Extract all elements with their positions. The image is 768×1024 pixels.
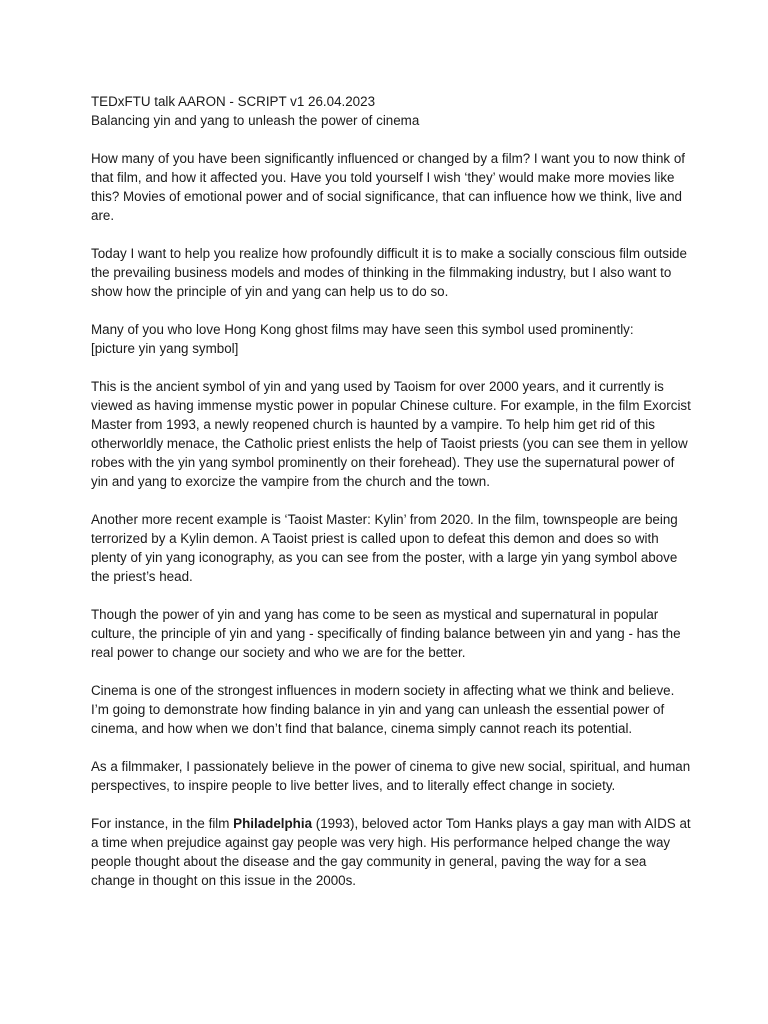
philadelphia-text-before: For instance, in the film	[91, 816, 234, 831]
document-header	[91, 92, 691, 130]
film-title-philadelphia: Philadelphia	[233, 816, 313, 831]
paragraph-intro: How many of you have been significantly influenced or changed by a film? I want you to now think of that film, and how it affected you. Have you told yourself I wish ‘they’ would make more movies like this? Movies of emotional power and of social significance, that can influence how we think, live and are.	[91, 151, 685, 223]
picture-placeholder: [picture yin yang symbol]	[91, 341, 239, 356]
document-page	[91, 92, 691, 909]
paragraph-cinema-influence: Cinema is one of the strongest influences in modern society in affecting what we think and believe. I’m going to demonstrate how finding balance in yin and yang can unleash the essential power of cinema, and how when we don’t find that balance, cinema simply cannot reach its potential.	[91, 683, 675, 736]
paragraph-taoist-master: Another more recent example is ‘Taoist Master: Kylin’ from 2020. In the film, townspeople are being terrorized by a Kylin demon. A Taoist priest is called upon to defeat this demon and does so with plenty of yin yang iconography, as you can see from the poster, with a large yin yang symbol above the priest’s head.	[91, 512, 678, 584]
paragraph-filmmaker-belief: As a filmmaker, I passionately believe in the power of cinema to give new social, spiritual, and human perspectives, to inspire people to live better lives, and to literally effect change in society.	[91, 759, 691, 793]
paragraph-today: Today I want to help you realize how profoundly difficult it is to make a socially conscious film outside the prevailing business models and modes of thinking in the filmmaking industry, but I also want to show how the principle of yin and yang can help us to do so.	[91, 246, 687, 299]
talk-title: Balancing yin and yang to unleash the power of cinema	[91, 113, 420, 128]
paragraph-mystical-power: Though the power of yin and yang has come to be seen as mystical and supernatural in popular culture, the principle of yin and yang - specifically of finding balance between yin and yang - has the real power to change our society and who we are for the better.	[91, 607, 681, 660]
script-title: TEDxFTU talk AARON - SCRIPT v1 26.04.2023	[91, 94, 376, 109]
paragraph-ghost-films-text: Many of you who love Hong Kong ghost films may have seen this symbol used prominently:	[91, 322, 634, 337]
paragraph-philadelphia	[91, 814, 691, 890]
paragraph-ancient-symbol: This is the ancient symbol of yin and yang used by Taoism for over 2000 years, and it currently is viewed as having immense mystic power in popular Chinese culture. For example, in the film Exorcist Master from 1993, a newly reopened church is haunted by a vampire. To help him get rid of this otherworldly menace, the Catholic priest enlists the help of Taoist priests (you can see them in yellow robes with the yin yang symbol prominently on their forehead). They use the supernatural power of yin and yang to exorcize the vampire from the church and the town.	[91, 379, 691, 489]
philadelphia-text-after: (1993), beloved actor Tom Hanks plays a gay man with AIDS at a time when prejudice against gay people was very high. His performance helped change the way people thought about the disease and the gay community in general, paving the way for a sea change in thought on this issue in the 2000s.	[91, 816, 691, 888]
paragraph-ghost-films	[91, 320, 691, 358]
